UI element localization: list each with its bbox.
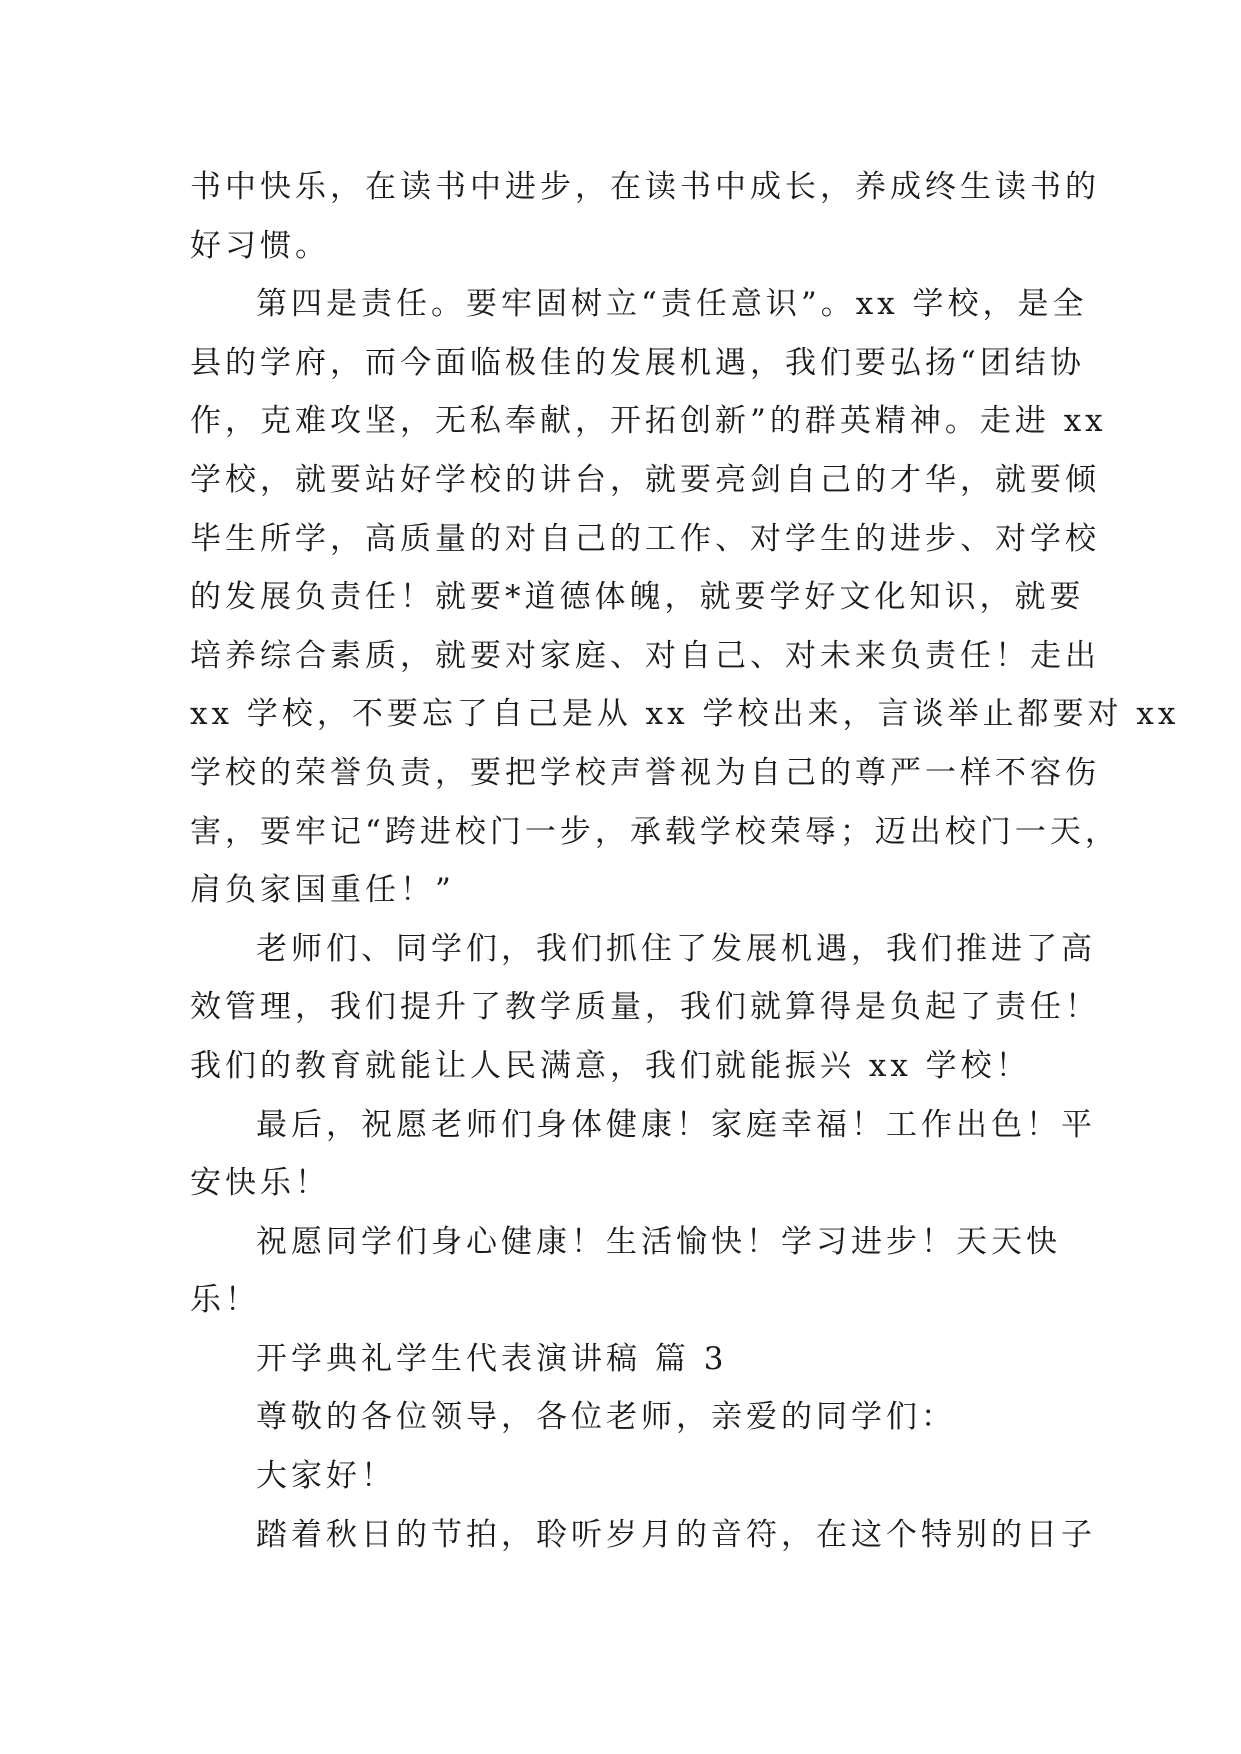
- text-line: 我们的教育就能让人民满意，我们就能振兴 xx 学校！: [190, 1047, 1031, 1084]
- paragraph-start-line: 踏着秋日的节拍，聆听岁月的音符，在这个特别的日子: [256, 1516, 1096, 1553]
- text-line: 害，要牢记“跨进校门一步，承载学校荣辱；迈出校门一天，: [190, 813, 1120, 850]
- text-line: 效管理，我们提升了教学质量，我们就算得是负起了责任！: [190, 989, 1100, 1026]
- text-line: 作，克难攻坚，无私奉献，开拓创新”的群英精神。走进 xx: [190, 403, 1107, 440]
- text-line: 好习惯。: [190, 227, 330, 264]
- section-heading: 开学典礼学生代表演讲稿 篇 3: [256, 1340, 728, 1377]
- document-body: [190, 158, 1180, 1564]
- text-line: 学校的荣誉负责，要把学校声誉视为自己的尊严一样不容伤: [190, 754, 1100, 791]
- paragraph-start-line: 最后，祝愿老师们身体健康！家庭幸福！工作出色！平: [256, 1106, 1096, 1143]
- paragraph-start-line: 祝愿同学们身心健康！生活愉快！学习进步！天天快: [256, 1223, 1061, 1260]
- greeting-line: 大家好！: [256, 1458, 396, 1495]
- text-line: 书中快乐，在读书中进步，在读书中成长，养成终生读书的: [190, 169, 1100, 205]
- text-line: 肩负家国重任！”: [190, 872, 455, 909]
- salutation-line: 尊敬的各位领导，各位老师，亲爱的同学们：: [256, 1399, 956, 1436]
- text-line: 学校，就要站好学校的讲台，就要亮剑自己的才华，就要倾: [190, 461, 1100, 498]
- paragraph-start-line: 第四是责任。要牢固树立“责任意识”。xx 学校，是全: [256, 286, 1088, 323]
- text-line: 的发展负责任！就要*道德体魄，就要学好文化知识，就要: [190, 579, 1085, 616]
- text-line: xx 学校，不要忘了自己是从 xx 学校出来，言谈举止都要对 xx: [190, 696, 1180, 733]
- text-line: 县的学府，而今面临极佳的发展机遇，我们要弘扬“团结协: [190, 344, 1085, 381]
- text-line: 安快乐！: [190, 1165, 330, 1202]
- text-line: 培养综合素质，就要对家庭、对自己、对未来负责任！走出: [190, 637, 1100, 674]
- text-line: 乐！: [190, 1282, 260, 1319]
- paragraph-start-line: 老师们、同学们，我们抓住了发展机遇，我们推进了高: [256, 930, 1096, 967]
- text-line: 毕生所学，高质量的对自己的工作、对学生的进步、对学校: [190, 520, 1100, 557]
